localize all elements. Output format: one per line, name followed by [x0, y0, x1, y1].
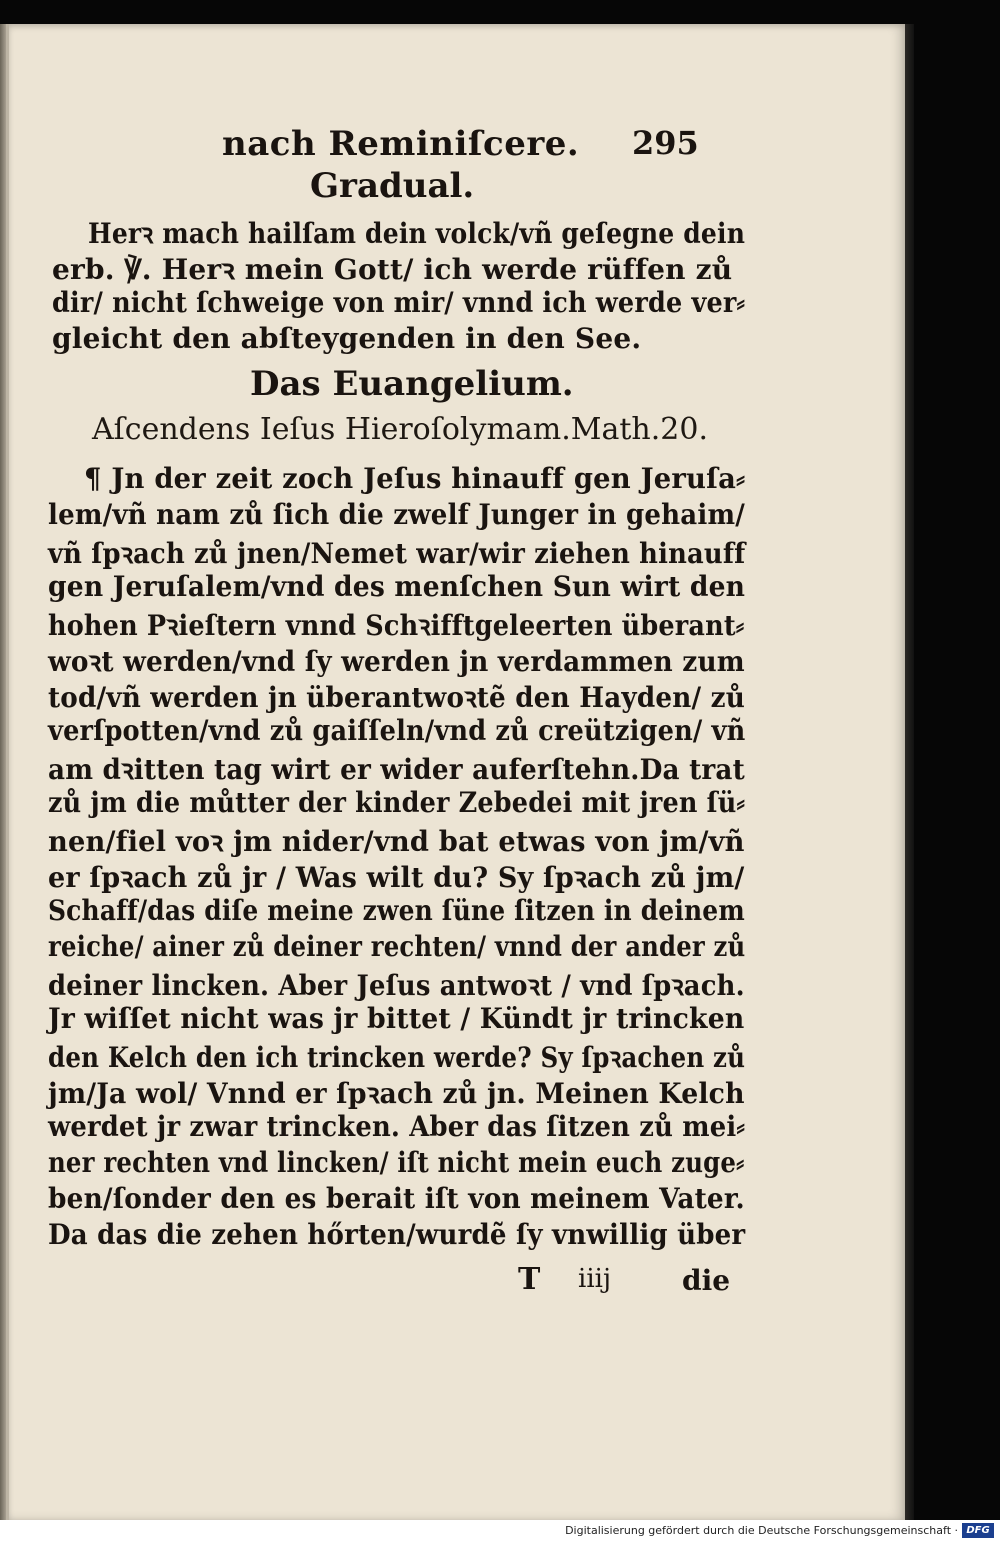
text-line: hohen Pꝛieſtern vnnd Schꝛifftgeleerten überant⸗: [48, 609, 745, 642]
gospel-reference: Aſcendens Ieſus Hieroſolymam.Math.20.: [92, 412, 708, 447]
text-line: Jr wiſſet nicht was jr bittet / Kündt jr trincken: [48, 1002, 745, 1035]
text-line: Da das die zehen hőrten/wurdẽ ſy vnwillig über: [48, 1218, 746, 1251]
running-title: nach Reminiſcere.: [222, 124, 580, 164]
text-line: nen/fiel voꝛ jm nider/vnd bat etwas von jm/vñ: [48, 825, 745, 858]
text-line: ben/ſonder den es berait iſt von meinem Vater.: [48, 1182, 745, 1215]
text-line: woꝛt werden/vnd ſy werden jn verdammen zum: [48, 645, 745, 678]
text-line: am dꝛitten tag wirt er wider auferſtehn.Da trat: [48, 753, 745, 786]
catchword: die: [682, 1264, 731, 1297]
text-line: Herꝛ mach hailſam dein volck/vñ geſegne dein: [88, 217, 746, 250]
catchword-line: [518, 1262, 738, 1302]
text-line: gleicht den abſteygenden in den See.: [52, 322, 642, 355]
text-line: ¶ Jn der zeit zoch Jeſus hinauff gen Jeruſa⸗: [84, 462, 746, 495]
funding-notice: Digitalisierung gefördert durch die Deutsche Forschungsgemeinschaft ·: [565, 1524, 958, 1537]
text-line: reiche/ ainer zů deiner rechten/ vnnd der ander zů: [48, 930, 746, 963]
text-line: tod/vñ werden jn überantwoꝛtẽ den Hayden/ zů: [48, 681, 745, 714]
dfg-logo: DFG: [962, 1523, 994, 1538]
text-line: erb. ℣. Herꝛ mein Gott/ ich werde rüffen zů: [52, 253, 733, 286]
text-line: verſpotten/vnd zů gaiſſeln/vnd zů creützigen/ vñ: [48, 714, 746, 747]
text-line: zů jm die můtter der kinder Zebedei mit jren ſü⸗: [48, 786, 746, 819]
gradual-heading: Gradual.: [310, 166, 475, 206]
signature-mark: T: [518, 1262, 541, 1297]
text-line: werdet jr zwar trincken. Aber das ſitzen zů mei⸗: [48, 1110, 746, 1143]
text-line: dir/ nicht ſchweige von mir/ vnnd ich werde ver⸗: [52, 286, 746, 319]
page-number: 295: [632, 124, 699, 162]
text-line: lem/vñ nam zů ſich die zwelf Junger in gehaim/: [48, 498, 745, 531]
gospel-heading: Das Euangelium.: [250, 364, 574, 404]
text-line: ner rechten vnd lincken/ iſt nicht mein euch zuge⸗: [48, 1146, 745, 1179]
text-line: jm/Ja wol/ Vnnd er ſpꝛach zů jn. Meinen Kelch: [48, 1077, 745, 1110]
text-line: deiner lincken. Aber Jeſus antwoꝛt / vnd ſpꝛach.: [48, 969, 745, 1002]
text-line: den Kelch den ich trincken werde? Sy ſpꝛachen zů: [48, 1041, 746, 1074]
digitization-footer: [0, 1520, 1000, 1542]
signature-leaf: iiij: [578, 1264, 612, 1294]
text-line: Schaff/das diſe meine zwen ſüne ſitzen in deinem: [48, 894, 745, 927]
text-line: gen Jeruſalem/vnd des menſchen Sun wirt den: [48, 570, 746, 603]
text-line: er ſpꝛach zů jr / Was wilt du? Sy ſpꝛach zů jm/: [48, 861, 745, 894]
text-line: vñ ſpꝛach zů jnen/Nemet war/wir ziehen hinauff: [48, 537, 746, 570]
